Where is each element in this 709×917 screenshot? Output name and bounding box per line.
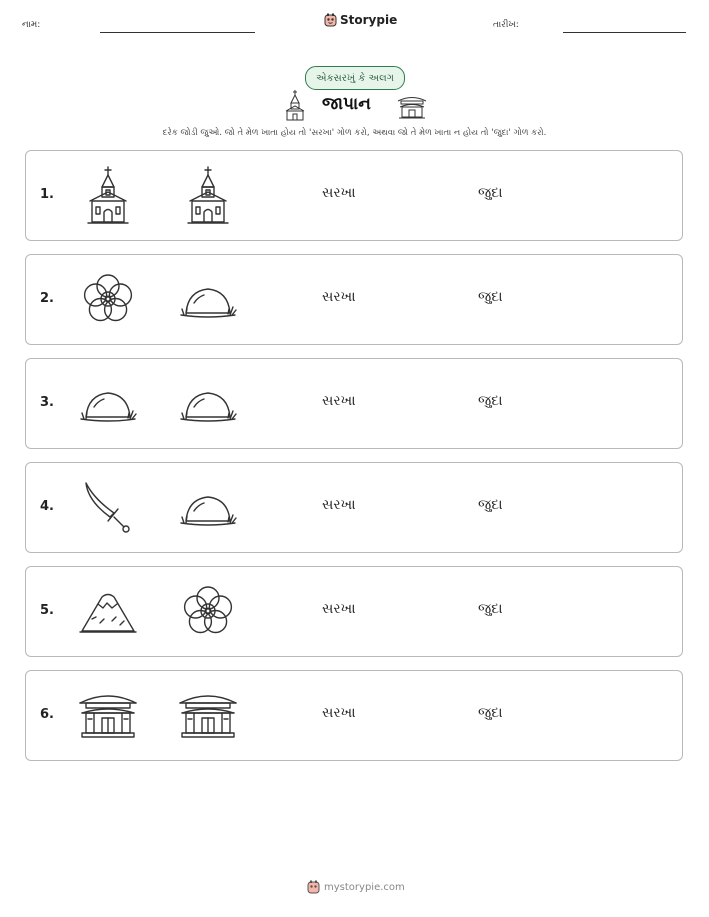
temple-house-icon bbox=[397, 93, 427, 119]
worksheet-type-badge: એકસરખું કે અલગ bbox=[305, 66, 405, 90]
same-option[interactable]: સરખા bbox=[322, 601, 356, 617]
church-icon bbox=[178, 165, 238, 225]
same-option[interactable]: સરખા bbox=[322, 393, 356, 409]
row-number: 1. bbox=[40, 187, 54, 202]
church-icon bbox=[78, 165, 138, 225]
storypie-mascot-icon bbox=[324, 13, 337, 27]
rock-icon bbox=[178, 477, 238, 537]
row-number: 5. bbox=[40, 603, 54, 618]
temple-house-icon bbox=[78, 685, 138, 745]
pair-row bbox=[25, 670, 683, 761]
brand-logo bbox=[324, 13, 397, 27]
same-option[interactable]: સરખા bbox=[322, 497, 356, 513]
different-option[interactable]: જુદા bbox=[478, 289, 503, 305]
different-option[interactable]: જુદા bbox=[478, 601, 503, 617]
footer-url: mystorypie.com bbox=[324, 881, 405, 893]
name-field-line[interactable] bbox=[100, 32, 255, 33]
different-option[interactable]: જુદા bbox=[478, 393, 503, 409]
row-number: 3. bbox=[40, 395, 54, 410]
pair-row bbox=[25, 254, 683, 345]
worksheet-header bbox=[0, 0, 709, 50]
flower-icon bbox=[178, 581, 238, 641]
date-label: તારીખ: bbox=[493, 20, 519, 30]
pair-row bbox=[25, 358, 683, 449]
footer bbox=[307, 880, 405, 894]
temple-house-icon bbox=[178, 685, 238, 745]
pair-row bbox=[25, 462, 683, 553]
flower-icon bbox=[78, 269, 138, 329]
name-label: નામ: bbox=[22, 20, 41, 30]
row-number: 2. bbox=[40, 291, 54, 306]
different-option[interactable]: જુદા bbox=[478, 705, 503, 721]
mountain-icon bbox=[78, 581, 138, 641]
pair-row bbox=[25, 566, 683, 657]
instructions-text: દરેક જોડી જુઓ. જો તે મેળ ખાતા હોય તો 'સરખા' ગોળ કરો, અથવા જો તે મેળ ખાતા ન હોય તો 'જુદા' ગોળ કરો. bbox=[162, 128, 547, 138]
row-number: 4. bbox=[40, 499, 54, 514]
brand-name: Storypie bbox=[340, 13, 398, 27]
church-icon bbox=[285, 89, 305, 121]
rock-icon bbox=[78, 373, 138, 433]
rock-icon bbox=[178, 269, 238, 329]
same-option[interactable]: સરખા bbox=[322, 705, 356, 721]
same-option[interactable]: સરખા bbox=[322, 289, 356, 305]
date-field-line[interactable] bbox=[563, 32, 686, 33]
title-row bbox=[0, 88, 709, 124]
storypie-mascot-icon bbox=[307, 880, 320, 894]
row-number: 6. bbox=[40, 707, 54, 722]
pair-row bbox=[25, 150, 683, 241]
different-option[interactable]: જુદા bbox=[478, 185, 503, 201]
different-option[interactable]: જુદા bbox=[478, 497, 503, 513]
rock-icon bbox=[178, 373, 238, 433]
same-option[interactable]: સરખા bbox=[322, 185, 356, 201]
page-title: જાપાન bbox=[322, 94, 371, 114]
sword-icon bbox=[78, 477, 138, 537]
